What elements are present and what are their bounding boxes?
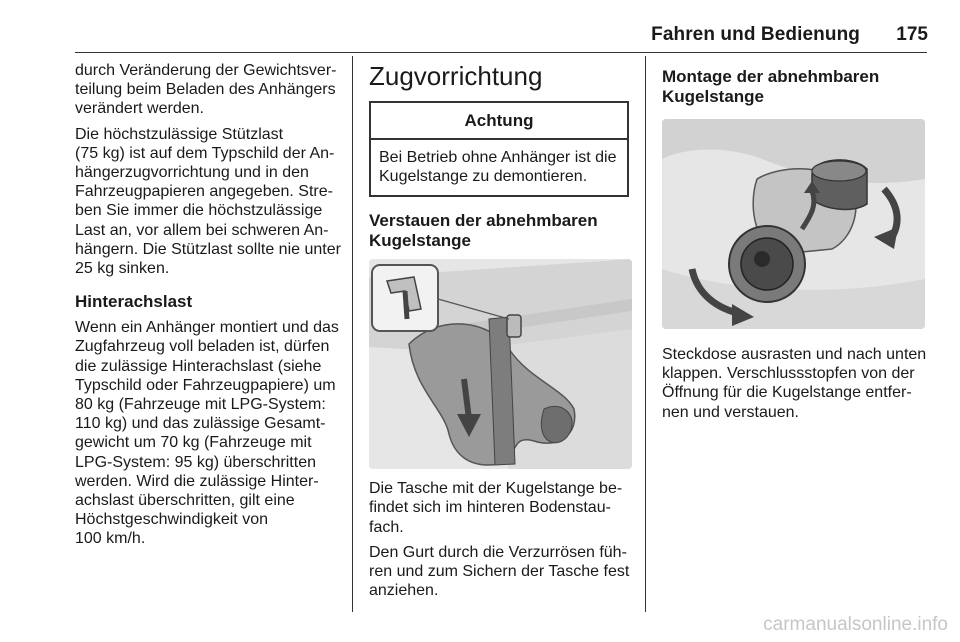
warning-box [369,101,629,197]
column-divider-2 [645,56,646,612]
header-rule [75,52,927,53]
paragraph-bag-location: Die Tasche mit der Kugelstange be- findet sich im hinteren Bodenstau- fach. [369,480,623,536]
heading-mounting-ball-bar: Montage der abnehmbaren Kugelstange [662,67,880,106]
column-2 [369,61,634,606]
page-number: 175 [896,24,928,45]
paragraph-strap-fastening: Den Gurt durch die Verzurrösen füh- ren und zum Sichern der Tasche fest anziehen. [369,543,630,600]
warning-title: Achtung [371,103,627,140]
warning-text: Bei Betrieb ohne Anhänger ist die Kugelstange zu demontieren. [379,149,617,186]
heading-rear-axle-load: Hinterachslast [75,292,193,312]
paragraph-support-load: Die höchstzulässige Stützlast (75 kg) ist auf dem Typschild der An- hängerzugvorrichtung und in den Fahrzeugpapieren angegeben. Stre- ben Sie immer die höchstzulässige Last an, vor allem bei schweren An- hängern. Die Stützlast sollte nie unter 25 kg sinken. [75,125,341,278]
heading-stowing-ball-bar: Verstauen der abnehmbaren Kugelstange [369,211,598,251]
paragraph-weight-distribution: durch Veränderung der Gewichtsver- teilung beim Beladen des Anhängers verändert werden. [75,62,337,118]
column-divider-1 [352,56,353,612]
paragraph-socket-instructions: Steckdose ausrasten und nach unten klappen. Verschlussstopfen von der Öffnung für die Kugelstange entfer- nen und verstauen. [662,346,927,421]
section-title-towing-device: Zugvorrichtung [369,61,543,91]
illustration-bag-with-ball-bar [369,259,632,469]
illustration-socket-folding [662,119,925,329]
column-3 [662,61,930,428]
paragraph-rear-axle-load: Wenn ein Anhänger montiert und das Zugfahrzeug voll beladen ist, dürfen die zulässige Hinterachslast (siehe Typschild oder Fahrzeugpapiere) um 80 kg (Fahrzeuge mit LPG-System: 110 kg) und das zulässige Gesamt- gewicht um 70 kg (Fahrzeuge mit LPG-System: 95 kg) überschritten werden. Wird die zulässige Hinter- achslast überschritten, gilt eine Höchstgeschwindigkeit von 100 km/h. [75,319,339,548]
column-1 [75,61,343,555]
running-header-title: Fahren und Bedienung [651,24,860,45]
watermark: carmanualsonline.info [763,614,948,635]
